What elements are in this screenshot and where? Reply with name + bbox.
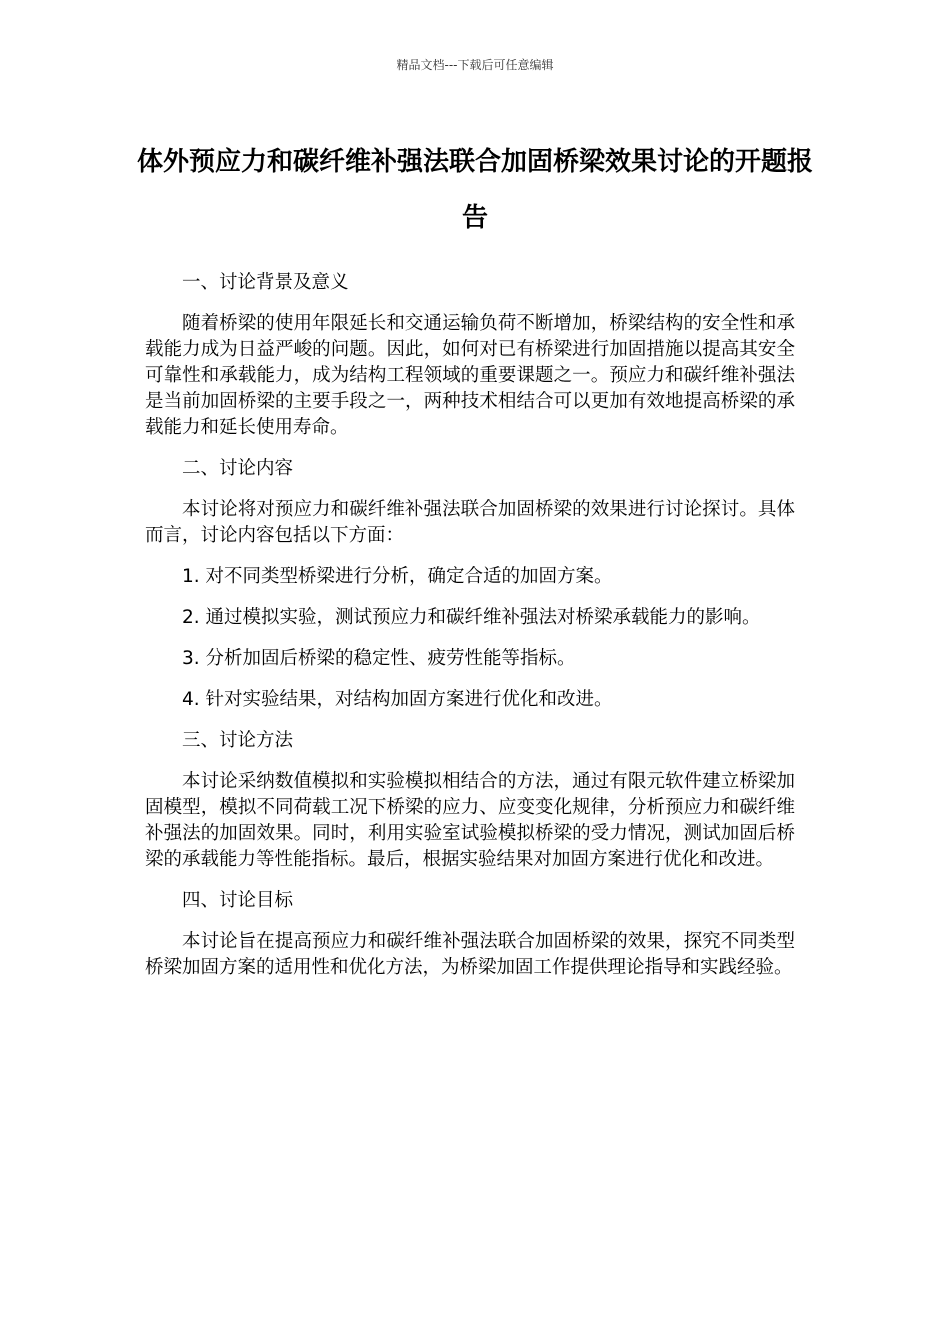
document-body: [145, 270, 795, 996]
body-paragraph: 本讨论采纳数值模拟和实验模拟相结合的方法，通过有限元软件建立桥梁加固模型，模拟不同荷载工况下桥梁的应力、应变变化规律，分析预应力和碳纤维补强法的加固效果。同时，利用实验室试验模拟桥梁的受力情况，测试加固后桥梁的承载能力等性能指标。最后，根据实验结果对加固方案进行优化和改进。: [145, 771, 795, 870]
list-item: 3. 分析加固后桥梁的稳定性、疲劳性能等指标。: [182, 648, 576, 669]
section-heading: 二、讨论内容: [182, 458, 294, 479]
body-paragraph: 随着桥梁的使用年限延长和交通运输负荷不断增加，桥梁结构的安全性和承载能力成为日益严峻的问题。因此，如何对已有桥梁进行加固措施以提高其安全可靠性和承载能力，成为结构工程领域的重要课题之一。预应力和碳纤维补强法是当前加固桥梁的主要手段之一，两种技术相结合可以更加有效地提高桥梁的承载能力和延长使用寿命。: [145, 313, 795, 438]
list-item: 2. 通过模拟实验，测试预应力和碳纤维补强法对桥梁承载能力的影响。: [182, 607, 761, 628]
section-heading: 一、讨论背景及意义: [182, 272, 349, 293]
section-heading: 三、讨论方法: [182, 730, 294, 751]
body-paragraph: 本讨论旨在提高预应力和碳纤维补强法联合加固桥梁的效果，探究不同类型桥梁加固方案的适用性和优化方法，为桥梁加固工作提供理论指导和实践经验。: [145, 931, 795, 978]
list-item: 4. 针对实验结果，对结构加固方案进行优化和改进。: [182, 689, 613, 710]
body-paragraph: 本讨论将对预应力和碳纤维补强法联合加固桥梁的效果进行讨论探讨。具体而言，讨论内容包括以下方面：: [145, 499, 795, 546]
document-title: 体外预应力和碳纤维补强法联合加固桥梁效果讨论的开题报告: [136, 147, 813, 233]
page-watermark: 精品文档---下载后可任意编辑: [396, 58, 554, 72]
section-heading: 四、讨论目标: [182, 890, 294, 911]
list-item: 1. 对不同类型桥梁进行分析，确定合适的加固方案。: [182, 566, 613, 587]
